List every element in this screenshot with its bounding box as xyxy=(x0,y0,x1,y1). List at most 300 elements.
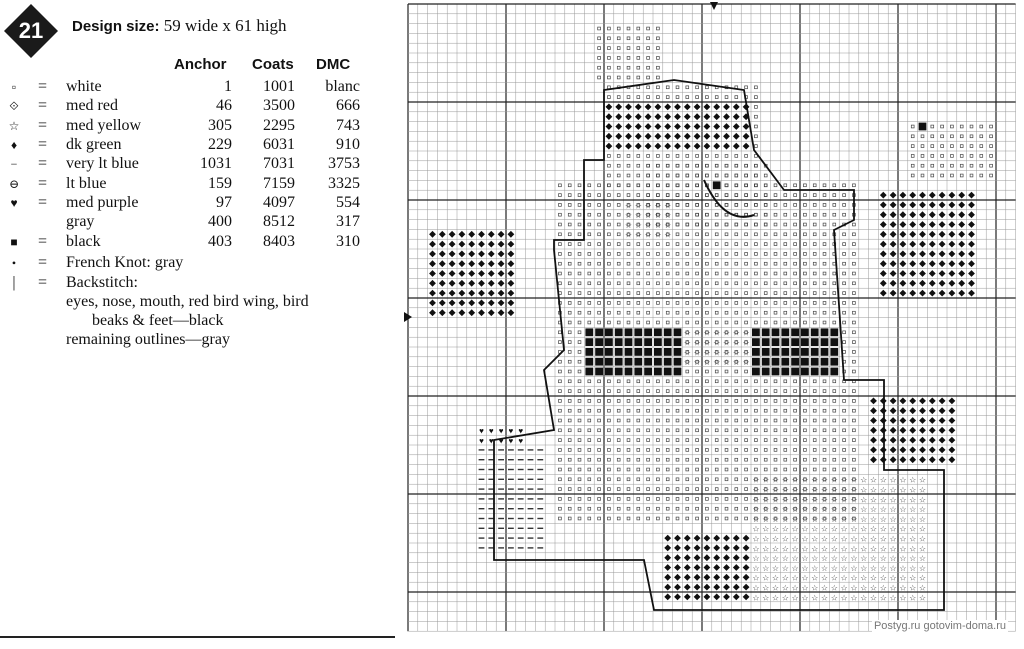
svg-text:☆: ☆ xyxy=(781,485,789,495)
svg-text:☆: ☆ xyxy=(869,573,878,583)
svg-text:☆: ☆ xyxy=(860,495,868,505)
svg-text:☆: ☆ xyxy=(918,593,927,603)
svg-text:☆: ☆ xyxy=(879,524,887,534)
key-equals: = xyxy=(38,136,48,153)
site-credit: Postyg.ru gotovim-doma.ru xyxy=(873,620,1006,632)
svg-text:☆: ☆ xyxy=(840,583,848,593)
svg-text:☆: ☆ xyxy=(624,220,633,230)
svg-text:☆: ☆ xyxy=(840,554,848,564)
svg-text:☆: ☆ xyxy=(909,554,917,564)
svg-text:☆: ☆ xyxy=(850,495,858,505)
anchor-number: 1031 xyxy=(200,155,232,172)
svg-text:☆: ☆ xyxy=(791,593,799,603)
svg-text:☆: ☆ xyxy=(899,534,907,544)
svg-text:☆: ☆ xyxy=(909,544,917,554)
svg-text:☆: ☆ xyxy=(683,338,691,348)
svg-text:☆: ☆ xyxy=(899,524,907,534)
svg-text:☆: ☆ xyxy=(820,514,829,524)
french-knot-eq: = xyxy=(38,254,48,271)
backstitch-line-1: eyes, nose, mouth, red bird wing, bird xyxy=(66,293,309,310)
svg-text:☆: ☆ xyxy=(664,230,672,240)
svg-text:☆: ☆ xyxy=(830,475,838,485)
svg-text:☆: ☆ xyxy=(752,495,760,505)
svg-text:☆: ☆ xyxy=(634,211,642,221)
svg-text:☆: ☆ xyxy=(869,563,878,573)
svg-text:☆: ☆ xyxy=(762,544,770,554)
svg-text:☆: ☆ xyxy=(811,583,819,593)
svg-text:☆: ☆ xyxy=(781,514,789,524)
header-coats: Coats xyxy=(252,56,294,73)
svg-text:☆: ☆ xyxy=(752,505,760,515)
svg-text:☆: ☆ xyxy=(830,524,838,534)
svg-text:☆: ☆ xyxy=(771,563,780,573)
svg-text:☆: ☆ xyxy=(918,514,927,524)
svg-text:☆: ☆ xyxy=(703,328,711,338)
key-symbol: ⟐ xyxy=(9,99,19,113)
svg-text:☆: ☆ xyxy=(791,534,799,544)
svg-text:☆: ☆ xyxy=(634,230,642,240)
svg-text:☆: ☆ xyxy=(742,358,750,368)
svg-text:☆: ☆ xyxy=(889,485,897,495)
svg-text:☆: ☆ xyxy=(732,338,740,348)
svg-text:☆: ☆ xyxy=(752,485,760,495)
svg-text:☆: ☆ xyxy=(879,563,887,573)
svg-text:☆: ☆ xyxy=(918,475,927,485)
svg-text:☆: ☆ xyxy=(830,534,838,544)
svg-text:☆: ☆ xyxy=(840,514,848,524)
svg-text:☆: ☆ xyxy=(644,211,652,221)
key-row xyxy=(0,78,400,98)
svg-text:☆: ☆ xyxy=(693,348,701,358)
svg-text:☆: ☆ xyxy=(654,220,662,230)
svg-text:☆: ☆ xyxy=(820,505,829,515)
key-row xyxy=(0,213,400,233)
svg-text:☆: ☆ xyxy=(909,563,917,573)
svg-text:☆: ☆ xyxy=(664,220,672,230)
french-knot-text: French Knot: gray xyxy=(66,254,184,271)
svg-text:☆: ☆ xyxy=(771,573,780,583)
svg-text:☆: ☆ xyxy=(879,573,887,583)
svg-text:☆: ☆ xyxy=(918,573,927,583)
key-symbol: − xyxy=(10,157,18,171)
svg-text:☆: ☆ xyxy=(899,495,907,505)
svg-text:☆: ☆ xyxy=(899,583,907,593)
svg-text:☆: ☆ xyxy=(820,554,829,564)
svg-text:☆: ☆ xyxy=(781,534,789,544)
svg-text:☆: ☆ xyxy=(703,348,711,358)
svg-text:☆: ☆ xyxy=(791,475,799,485)
french-knot-symbol: • xyxy=(11,256,17,270)
svg-text:☆: ☆ xyxy=(918,563,927,573)
svg-text:☆: ☆ xyxy=(742,338,750,348)
svg-text:☆: ☆ xyxy=(752,583,760,593)
svg-text:☆: ☆ xyxy=(850,485,858,495)
svg-text:☆: ☆ xyxy=(624,230,633,240)
svg-text:☆: ☆ xyxy=(830,514,838,524)
key-symbol: ♥ xyxy=(10,196,18,210)
svg-text:☆: ☆ xyxy=(820,534,829,544)
svg-text:♥: ♥ xyxy=(488,436,494,446)
anchor-number: 305 xyxy=(208,117,232,134)
svg-text:☆: ☆ xyxy=(889,514,897,524)
coats-number: 7031 xyxy=(263,155,295,172)
key-row xyxy=(0,155,400,175)
backstitch-label: Backstitch: xyxy=(66,274,138,291)
svg-text:☆: ☆ xyxy=(791,583,799,593)
dmc-number: 317 xyxy=(336,213,360,230)
svg-text:☆: ☆ xyxy=(909,475,917,485)
coats-number: 6031 xyxy=(263,136,295,153)
svg-text:☆: ☆ xyxy=(909,505,917,515)
svg-text:☆: ☆ xyxy=(693,358,701,368)
svg-text:☆: ☆ xyxy=(879,583,887,593)
svg-text:☆: ☆ xyxy=(762,583,770,593)
svg-text:☆: ☆ xyxy=(909,524,917,534)
svg-text:☆: ☆ xyxy=(664,201,672,211)
french-knot-row xyxy=(0,254,400,274)
svg-text:☆: ☆ xyxy=(762,524,770,534)
svg-text:☆: ☆ xyxy=(771,554,780,564)
svg-text:☆: ☆ xyxy=(752,475,760,485)
svg-text:☆: ☆ xyxy=(811,475,819,485)
svg-text:☆: ☆ xyxy=(781,475,789,485)
svg-text:☆: ☆ xyxy=(820,583,829,593)
center-marker-top xyxy=(710,2,718,10)
anchor-number: 97 xyxy=(216,194,232,211)
svg-text:☆: ☆ xyxy=(742,328,750,338)
svg-text:☆: ☆ xyxy=(713,338,721,348)
svg-text:☆: ☆ xyxy=(693,328,701,338)
svg-text:☆: ☆ xyxy=(850,514,858,524)
svg-text:☆: ☆ xyxy=(801,475,809,485)
svg-text:☆: ☆ xyxy=(801,583,809,593)
dmc-number: 310 xyxy=(336,233,360,250)
svg-text:☆: ☆ xyxy=(879,495,887,505)
svg-text:☆: ☆ xyxy=(791,505,799,515)
pattern-number: 21 xyxy=(18,18,44,43)
bottom-rule xyxy=(0,636,395,638)
thread-color-name: very lt blue xyxy=(66,155,139,172)
svg-text:☆: ☆ xyxy=(762,593,770,603)
svg-text:☆: ☆ xyxy=(703,338,711,348)
svg-text:☆: ☆ xyxy=(811,563,819,573)
coats-number: 4097 xyxy=(263,194,295,211)
svg-text:☆: ☆ xyxy=(830,583,838,593)
svg-text:♥: ♥ xyxy=(498,426,504,436)
svg-text:☆: ☆ xyxy=(791,573,799,583)
key-symbol: ■ xyxy=(10,235,18,249)
svg-text:♥: ♥ xyxy=(518,426,524,436)
pattern-number-badge xyxy=(2,2,60,60)
svg-text:☆: ☆ xyxy=(820,524,829,534)
dmc-number: 743 xyxy=(336,117,360,134)
svg-text:☆: ☆ xyxy=(762,554,770,564)
svg-text:☆: ☆ xyxy=(889,475,897,485)
svg-text:☆: ☆ xyxy=(840,563,848,573)
svg-text:☆: ☆ xyxy=(752,573,760,583)
svg-text:☆: ☆ xyxy=(830,485,838,495)
thread-color-name: dk green xyxy=(66,136,122,153)
svg-text:☆: ☆ xyxy=(840,495,848,505)
svg-text:☆: ☆ xyxy=(811,514,819,524)
svg-text:☆: ☆ xyxy=(811,593,819,603)
svg-text:☆: ☆ xyxy=(771,524,780,534)
svg-text:☆: ☆ xyxy=(918,524,927,534)
svg-text:☆: ☆ xyxy=(722,338,731,348)
svg-text:☆: ☆ xyxy=(850,524,858,534)
svg-text:☆: ☆ xyxy=(752,524,760,534)
svg-text:☆: ☆ xyxy=(889,495,897,505)
svg-text:☆: ☆ xyxy=(644,230,652,240)
svg-text:☆: ☆ xyxy=(752,514,760,524)
svg-text:☆: ☆ xyxy=(860,563,868,573)
svg-text:☆: ☆ xyxy=(801,544,809,554)
svg-text:☆: ☆ xyxy=(634,220,642,230)
design-size-value: 59 wide x 61 high xyxy=(163,16,287,35)
svg-text:☆: ☆ xyxy=(820,485,829,495)
svg-text:☆: ☆ xyxy=(781,524,789,534)
key-row xyxy=(0,194,400,214)
cross-stitch-chart xyxy=(404,0,1024,640)
key-equals: = xyxy=(38,97,48,114)
coats-number: 2295 xyxy=(263,117,295,134)
svg-text:☆: ☆ xyxy=(879,593,887,603)
svg-text:☆: ☆ xyxy=(820,495,829,505)
svg-text:☆: ☆ xyxy=(654,201,662,211)
svg-text:☆: ☆ xyxy=(811,544,819,554)
svg-text:☆: ☆ xyxy=(850,505,858,515)
svg-text:☆: ☆ xyxy=(762,534,770,544)
thread-color-name: med red xyxy=(66,97,118,114)
dmc-number: 554 xyxy=(336,194,360,211)
svg-text:☆: ☆ xyxy=(850,554,858,564)
key-symbol: ♦ xyxy=(10,138,18,152)
svg-text:☆: ☆ xyxy=(762,514,770,524)
svg-text:☆: ☆ xyxy=(869,475,878,485)
svg-text:☆: ☆ xyxy=(722,358,731,368)
svg-text:☆: ☆ xyxy=(791,544,799,554)
key-symbol: ☆ xyxy=(8,119,20,133)
svg-text:☆: ☆ xyxy=(830,554,838,564)
svg-text:☆: ☆ xyxy=(732,358,740,368)
svg-text:☆: ☆ xyxy=(850,563,858,573)
svg-text:☆: ☆ xyxy=(752,534,760,544)
svg-text:☆: ☆ xyxy=(918,495,927,505)
anchor-number: 159 xyxy=(208,175,232,192)
svg-text:☆: ☆ xyxy=(899,544,907,554)
key-equals: = xyxy=(38,117,48,134)
svg-text:☆: ☆ xyxy=(840,544,848,554)
svg-text:☆: ☆ xyxy=(771,583,780,593)
svg-text:☆: ☆ xyxy=(889,573,897,583)
svg-text:☆: ☆ xyxy=(840,485,848,495)
key-equals: = xyxy=(38,233,48,250)
coats-number: 8512 xyxy=(263,213,295,230)
svg-text:☆: ☆ xyxy=(850,544,858,554)
dmc-number: 910 xyxy=(336,136,360,153)
anchor-number: 229 xyxy=(208,136,232,153)
key-equals: = xyxy=(38,194,48,211)
svg-text:☆: ☆ xyxy=(869,495,878,505)
svg-text:☆: ☆ xyxy=(683,328,691,338)
backstitch-line-2: beaks & feet—black xyxy=(92,312,224,329)
svg-text:☆: ☆ xyxy=(850,593,858,603)
svg-text:☆: ☆ xyxy=(860,573,868,583)
key-row xyxy=(0,97,400,117)
design-size xyxy=(72,16,287,36)
svg-text:☆: ☆ xyxy=(860,583,868,593)
svg-text:☆: ☆ xyxy=(771,485,780,495)
svg-text:☆: ☆ xyxy=(879,544,887,554)
svg-text:☆: ☆ xyxy=(654,211,662,221)
svg-text:☆: ☆ xyxy=(889,554,897,564)
svg-text:☆: ☆ xyxy=(918,544,927,554)
svg-text:☆: ☆ xyxy=(830,563,838,573)
svg-text:☆: ☆ xyxy=(820,593,829,603)
svg-text:☆: ☆ xyxy=(860,514,868,524)
color-key-panel xyxy=(0,0,400,649)
svg-text:☆: ☆ xyxy=(771,475,780,485)
svg-text:☆: ☆ xyxy=(664,211,672,221)
dmc-number: blanc xyxy=(325,78,360,95)
svg-text:☆: ☆ xyxy=(889,544,897,554)
svg-text:☆: ☆ xyxy=(879,475,887,485)
dmc-number: 3325 xyxy=(328,175,360,192)
thread-color-name: med yellow xyxy=(66,117,142,134)
svg-text:☆: ☆ xyxy=(860,593,868,603)
svg-text:☆: ☆ xyxy=(860,505,868,515)
backstitch-eq: = xyxy=(38,274,48,291)
svg-text:☆: ☆ xyxy=(801,534,809,544)
svg-text:☆: ☆ xyxy=(811,485,819,495)
svg-text:☆: ☆ xyxy=(781,563,789,573)
svg-text:☆: ☆ xyxy=(781,573,789,583)
svg-text:☆: ☆ xyxy=(899,573,907,583)
key-row xyxy=(0,233,400,253)
svg-text:☆: ☆ xyxy=(762,563,770,573)
svg-text:♥: ♥ xyxy=(508,436,514,446)
svg-text:☆: ☆ xyxy=(909,514,917,524)
svg-text:☆: ☆ xyxy=(840,475,848,485)
svg-text:☆: ☆ xyxy=(801,495,809,505)
svg-text:☆: ☆ xyxy=(860,544,868,554)
svg-text:☆: ☆ xyxy=(762,475,770,485)
svg-text:☆: ☆ xyxy=(811,505,819,515)
svg-text:☆: ☆ xyxy=(801,524,809,534)
svg-text:☆: ☆ xyxy=(722,348,731,358)
svg-text:☆: ☆ xyxy=(918,485,927,495)
svg-text:☆: ☆ xyxy=(860,475,868,485)
svg-text:☆: ☆ xyxy=(791,485,799,495)
thread-color-name: med purple xyxy=(66,194,139,211)
svg-text:☆: ☆ xyxy=(624,211,633,221)
svg-text:☆: ☆ xyxy=(732,348,740,358)
svg-text:☆: ☆ xyxy=(879,485,887,495)
svg-text:☆: ☆ xyxy=(791,524,799,534)
thread-color-name: white xyxy=(66,78,102,95)
svg-text:♥: ♥ xyxy=(479,426,484,436)
svg-text:☆: ☆ xyxy=(781,495,789,505)
svg-text:☆: ☆ xyxy=(722,328,731,338)
header-anchor: Anchor xyxy=(174,56,227,73)
svg-text:☆: ☆ xyxy=(771,544,780,554)
svg-text:☆: ☆ xyxy=(820,475,829,485)
svg-text:☆: ☆ xyxy=(713,348,721,358)
svg-text:☆: ☆ xyxy=(762,573,770,583)
svg-text:☆: ☆ xyxy=(801,514,809,524)
svg-text:☆: ☆ xyxy=(781,593,789,603)
svg-text:☆: ☆ xyxy=(860,485,868,495)
svg-text:☆: ☆ xyxy=(781,505,789,515)
svg-text:☆: ☆ xyxy=(820,563,829,573)
svg-text:☆: ☆ xyxy=(889,505,897,515)
svg-text:☆: ☆ xyxy=(752,563,760,573)
anchor-number: 400 xyxy=(208,213,232,230)
svg-text:☆: ☆ xyxy=(752,554,760,564)
svg-text:☆: ☆ xyxy=(869,485,878,495)
design-size-label: Design size: xyxy=(72,18,160,35)
svg-text:☆: ☆ xyxy=(830,505,838,515)
svg-text:☆: ☆ xyxy=(850,534,858,544)
svg-text:☆: ☆ xyxy=(781,554,789,564)
svg-text:☆: ☆ xyxy=(879,514,887,524)
svg-text:☆: ☆ xyxy=(801,573,809,583)
svg-text:☆: ☆ xyxy=(811,495,819,505)
svg-text:☆: ☆ xyxy=(860,554,868,564)
anchor-number: 46 xyxy=(216,97,232,114)
svg-text:☆: ☆ xyxy=(869,534,878,544)
svg-text:☆: ☆ xyxy=(683,348,691,358)
svg-text:☆: ☆ xyxy=(732,328,740,338)
key-symbol: ⊖ xyxy=(8,177,20,191)
svg-text:☆: ☆ xyxy=(713,358,721,368)
backstitch-row xyxy=(0,274,400,294)
svg-text:☆: ☆ xyxy=(850,583,858,593)
svg-text:☆: ☆ xyxy=(762,485,770,495)
svg-text:☆: ☆ xyxy=(869,554,878,564)
svg-text:☆: ☆ xyxy=(869,524,878,534)
svg-text:☆: ☆ xyxy=(713,328,721,338)
svg-text:☆: ☆ xyxy=(791,495,799,505)
coats-number: 1001 xyxy=(263,78,295,95)
svg-text:☆: ☆ xyxy=(801,485,809,495)
svg-text:☆: ☆ xyxy=(909,593,917,603)
svg-text:☆: ☆ xyxy=(899,563,907,573)
svg-text:☆: ☆ xyxy=(869,544,878,554)
svg-text:☆: ☆ xyxy=(840,524,848,534)
svg-text:☆: ☆ xyxy=(791,563,799,573)
svg-text:☆: ☆ xyxy=(889,534,897,544)
svg-text:☆: ☆ xyxy=(909,573,917,583)
header-dmc: DMC xyxy=(316,56,351,73)
svg-text:☆: ☆ xyxy=(889,563,897,573)
svg-text:☆: ☆ xyxy=(889,583,897,593)
svg-text:☆: ☆ xyxy=(830,495,838,505)
svg-text:☆: ☆ xyxy=(918,534,927,544)
coats-number: 3500 xyxy=(263,97,295,114)
svg-text:☆: ☆ xyxy=(909,534,917,544)
svg-text:☆: ☆ xyxy=(840,573,848,583)
anchor-number: 403 xyxy=(208,233,232,250)
svg-text:☆: ☆ xyxy=(644,201,652,211)
svg-text:☆: ☆ xyxy=(771,593,780,603)
svg-text:☆: ☆ xyxy=(850,573,858,583)
svg-text:☆: ☆ xyxy=(899,485,907,495)
thread-color-name: lt blue xyxy=(66,175,107,192)
key-row xyxy=(0,175,400,195)
svg-text:☆: ☆ xyxy=(830,593,838,603)
coats-number: 7159 xyxy=(263,175,295,192)
